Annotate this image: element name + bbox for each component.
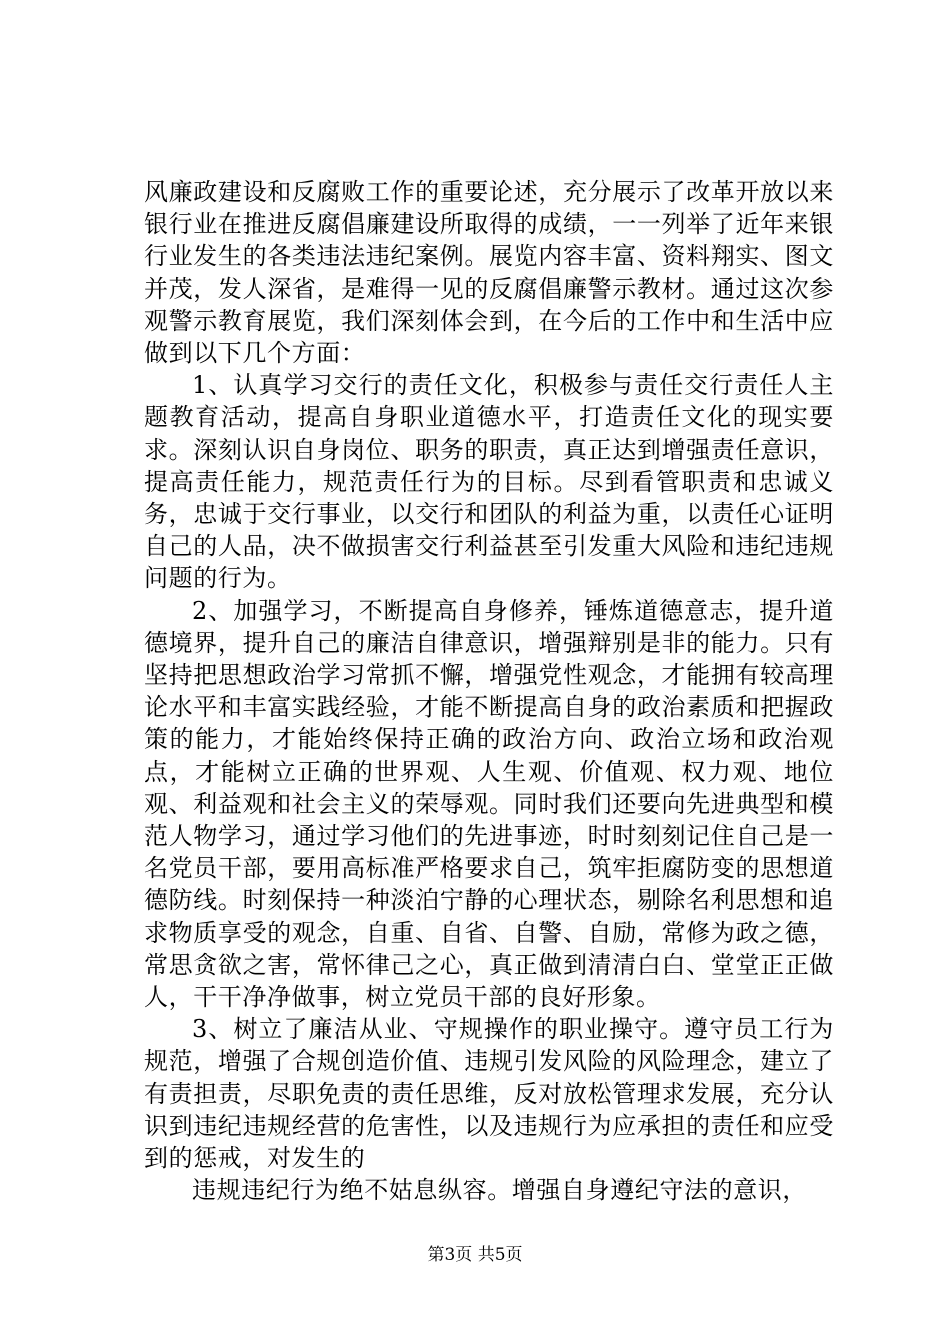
paragraph-point-2: 2、加强学习，不断提高自身修养，锤炼道德意志，提升道德境界，提升自己的廉洁自律意识，增强辩别是非的能力。只有坚持把思想政治学习常抓不懈，增强党性观念，才能拥有较高理论水平和丰富实践经验，才能不断提高自身的政治素质和把握政策的能力，才能始终保持正确的政治方向、政治立场和政治观点，才能树立正确的世界观、人生观、价值观、权力观、地位观、利益观和社会主义的荣辱观。同时我们还要向先进典型和模范人物学习，通过学习他们的先进事迹，时时刻刻记住自己是一名党员干部，要用高标准严格要求自己，筑牢拒腐防变的思想道德防线。时刻保持一种淡泊宁静的心理状态，剔除名利思想和追求物质享受的观念，自重、自省、自警、自励，常修为政之德，常思贪欲之害，常怀律己之心，真正做到清清白白、堂堂正正做人，干干净净做事，树立党员干部的良好形象。 (144, 596, 834, 1012)
paragraph-point-3: 3、树立了廉洁从业、守规操作的职业操守。遵守员工行为规范，增强了合规创造价值、违规引发风险的风险理念，建立了有责担责，尽职免责的责任思维，反对放松管理求发展，充分认识到违纪违规经营的危害性，以及违规行为应承担的责任和应受到的惩戒，对发生的 (144, 1015, 834, 1173)
paragraph-point-1: 1、认真学习交行的责任文化，积极参与责任交行责任人主题教育活动，提高自身职业道德水平，打造责任文化的现实要求。深刻认识自身岗位、职务的职责，真正达到增强责任意识，提高责任能力，规范责任行为的目标。尽到看管职责和忠诚义务，忠诚于交行事业，以交行和团队的利益为重，以责任心证明自己的人品，决不做损害交行利益甚至引发重大风险和违纪违规问题的行为。 (144, 371, 834, 593)
page-number-footer: 第3页 共5页 (427, 1245, 523, 1265)
document-body (144, 176, 834, 1207)
paragraph-intro: 风廉政建设和反腐败工作的重要论述，充分展示了改革开放以来银行业在推进反腐倡廉建设所取得的成绩，一一列举了近年来银行业发生的各类违法违纪案例。展览内容丰富、资料翔实、图文并茂，发人深省，是难得一见的反腐倡廉警示教材。通过这次参观警示教育展览，我们深刻体会到，在今后的工作中和生活中应做到以下几个方面： (144, 178, 834, 368)
paragraph-continuation: 违规违纪行为绝不姑息纵容。增强自身遵纪守法的意识， (192, 1176, 807, 1205)
